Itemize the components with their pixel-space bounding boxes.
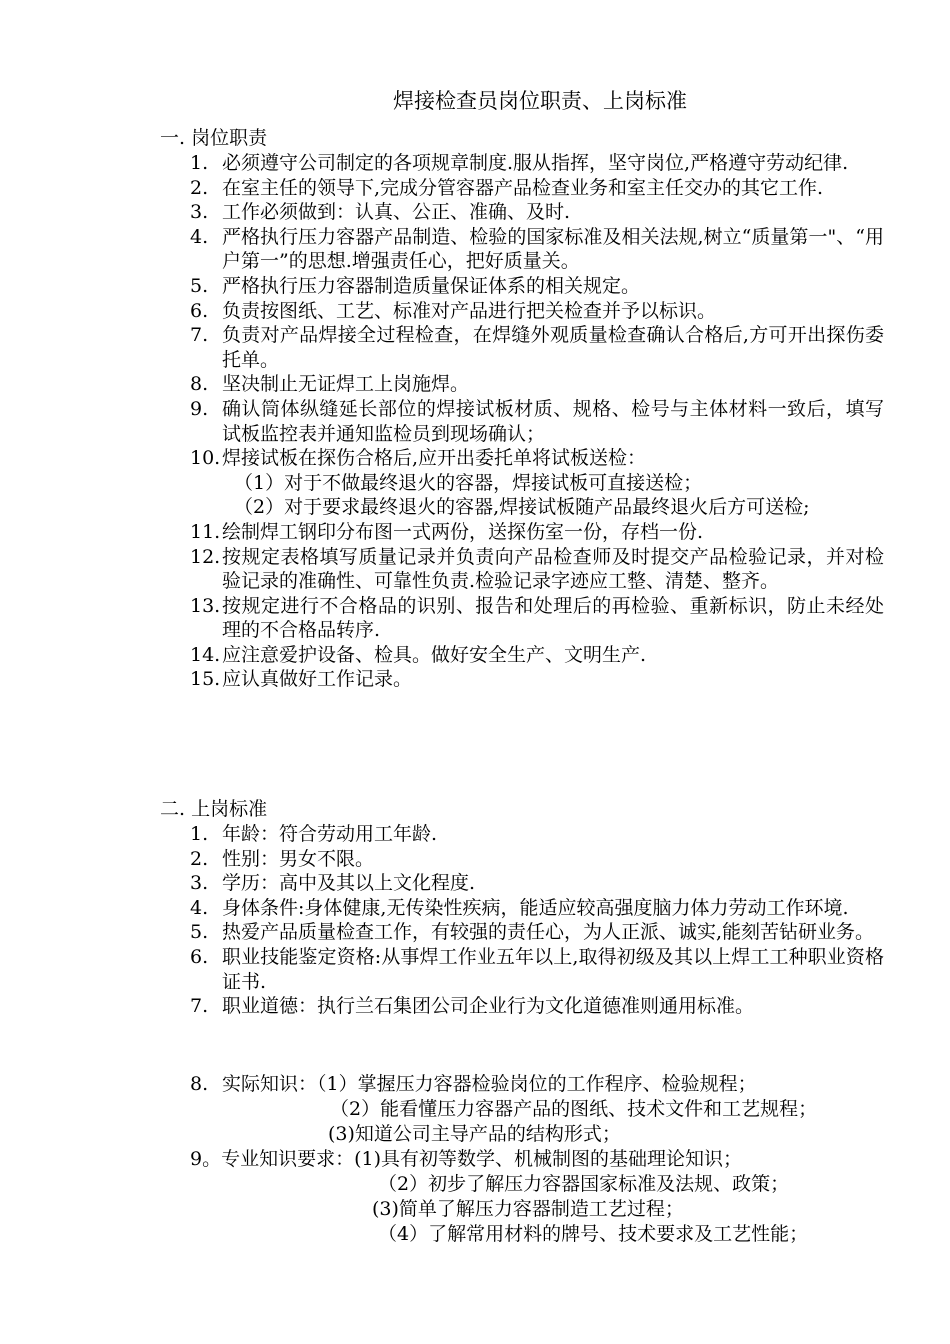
item-number: 3. — [190, 872, 209, 895]
section-title: 岗位职责 — [191, 127, 268, 149]
standard-8-line-3: (3)知道公司主导产品的结构形式； — [328, 1123, 621, 1145]
list-item — [190, 176, 884, 201]
item-text: 严格执行压力容器制造质量保证体系的相关规定。 — [222, 274, 641, 297]
section-heading-standards — [160, 797, 267, 822]
item-label: 实际知识： — [222, 1073, 318, 1095]
sub-item-prefix: （1） — [234, 471, 285, 494]
item-number: 6. — [190, 299, 209, 322]
item-text: 学历：高中及其以上文化程度. — [222, 872, 476, 895]
item-number: 6. — [190, 945, 209, 968]
item-text: 绘制焊工钢印分布图一式两份，送探伤室一份，存档一份. — [222, 520, 704, 543]
item-text: 确认筒体纵缝延长部位的焊接试板材质、规格、检号与主体材料一致后，填写试板监控表并通知监检员到现场确认； — [222, 397, 884, 445]
list-item — [190, 446, 884, 471]
item-text: 身体条件:身体健康,无传染性疾病，能适应较高强度脑力体力劳动工作环境. — [222, 896, 849, 919]
list-item — [190, 643, 884, 668]
item-number: 1. — [190, 823, 209, 845]
item-number: 8. — [190, 373, 209, 396]
list-item — [190, 397, 884, 446]
duties-list — [190, 151, 884, 692]
standard-8 — [190, 1072, 757, 1097]
item-text: 严格执行压力容器产品制造、检验的国家标准及相关法规,树立“质量第一"、“用户第一”的思想.增强责任心，把好质量关。 — [222, 225, 884, 273]
item-text: 必须遵守公司制定的各项规章制度.服从指挥，坚守岗位,严格遵守劳动纪律. — [222, 152, 849, 174]
item-text: 职业技能鉴定资格:从事焊工作业五年以上,取得初级及其以上焊工工种职业资格证书. — [222, 945, 884, 993]
list-item — [190, 667, 884, 692]
item-number: 5. — [190, 274, 209, 297]
item-text: 负责按图纸、工艺、标准对产品进行把关检查并予以标识。 — [222, 299, 717, 322]
list-item — [190, 871, 884, 896]
section-heading-duties — [160, 126, 267, 151]
item-number: 3. — [190, 201, 209, 224]
sub-item-text: 对于不做最终退火的容器，焊接试板可直接送检； — [284, 471, 703, 494]
list-item — [190, 822, 884, 847]
item-text: 性别：男女不限。 — [222, 847, 375, 870]
item-number: 9. — [190, 397, 209, 420]
item-text: 负责对产品焊接全过程检查，在焊缝外观质量检查确认合格后,方可开出探伤委托单。 — [222, 324, 884, 371]
item-number: 7. — [190, 324, 209, 347]
list-item — [190, 896, 884, 921]
item-number: 10. — [190, 447, 221, 470]
item-text: 坚决制止无证焊工上岗施焊。 — [222, 373, 470, 396]
item-text: 按规定进行不合格品的识别、报告和处理后的再检验、重新标识，防止未经处理的不合格品转序. — [222, 594, 884, 642]
list-item — [190, 200, 884, 225]
item-label: 专业知识要求： — [221, 1148, 355, 1170]
item-text: 应认真做好工作记录。 — [222, 668, 413, 691]
list-item — [190, 225, 884, 274]
item-text: 工作必须做到：认真、公正、准确、及时. — [222, 201, 571, 224]
list-item — [190, 594, 884, 643]
list-item — [190, 151, 884, 176]
sub-item — [190, 495, 884, 520]
sub-item-text: 对于要求最终退火的容器,焊接试板随产品最终退火后方可送检; — [284, 496, 810, 519]
standard-9-line-2: （2）初步了解压力容器国家标准及法规、政策； — [378, 1173, 790, 1195]
list-item — [190, 945, 884, 994]
item-number: 11. — [190, 520, 221, 543]
item-text: 热爱产品质量检查工作，有较强的责任心，为人正派、诚实,能刻苦钻研业务。 — [222, 921, 875, 944]
list-item — [190, 545, 884, 594]
item-number: 9。 — [190, 1148, 222, 1170]
item-number: 4. — [190, 225, 209, 248]
item-number: 4. — [190, 896, 209, 919]
list-item — [190, 299, 884, 324]
item-text: 应注意爱护设备、检具。做好安全生产、文明生产. — [222, 643, 647, 666]
item-text: 在室主任的领导下,完成分管容器产品检查业务和室主任交办的其它工作. — [222, 176, 824, 199]
list-item — [190, 520, 884, 545]
item-number: 2. — [190, 176, 209, 199]
document-title: 焊接检查员岗位职责、上岗标准 — [393, 89, 687, 113]
item-number: 13. — [190, 594, 221, 617]
item-number: 1. — [190, 152, 209, 174]
standard-8-line-2: （2）能看懂压力容器产品的图纸、技术文件和工艺规程； — [330, 1098, 818, 1120]
list-item — [190, 920, 884, 945]
standard-9 — [190, 1147, 742, 1172]
standard-9-line-3: (3)简单了解压力容器制造工艺过程； — [372, 1198, 684, 1220]
item-number: 14. — [190, 643, 221, 666]
item-number: 5. — [190, 921, 209, 944]
standards-list — [190, 822, 884, 1019]
item-text: 职业道德：执行兰石集团公司企业行为文化道德准则通用标准。 — [222, 995, 755, 1018]
item-number: 12. — [190, 545, 221, 568]
list-item — [190, 274, 884, 299]
item-number: 2. — [190, 847, 209, 870]
item-number: 8. — [190, 1073, 209, 1095]
standard-9-line-4: （4）了解常用材料的牌号、技术要求及工艺性能； — [378, 1223, 809, 1245]
item-text: （1）掌握压力容器检验岗位的工作程序、检验规程； — [317, 1073, 757, 1095]
section-number: 二. — [160, 798, 186, 820]
item-text: 焊接试板在探伤合格后,应开出委托单将试板送检： — [222, 447, 647, 470]
list-item — [190, 847, 884, 872]
list-item — [190, 323, 884, 372]
item-text: 按规定表格填写质量记录并负责向产品检查师及时提交产品检验记录，并对检验记录的准确性、可靠性负责.检验记录字迹应工整、清楚、整齐。 — [222, 545, 884, 593]
item-number: 15. — [190, 668, 221, 691]
section-title: 上岗标准 — [191, 798, 268, 820]
list-item — [190, 372, 884, 397]
item-text: (1)具有初等数学、机械制图的基础理论知识； — [354, 1148, 743, 1170]
item-number: 7. — [190, 995, 209, 1018]
sub-item-prefix: （2） — [234, 496, 285, 519]
sub-item — [190, 471, 884, 496]
section-number: 一. — [160, 127, 186, 149]
item-text: 年龄：符合劳动用工年龄. — [222, 823, 438, 845]
list-item — [190, 994, 884, 1019]
